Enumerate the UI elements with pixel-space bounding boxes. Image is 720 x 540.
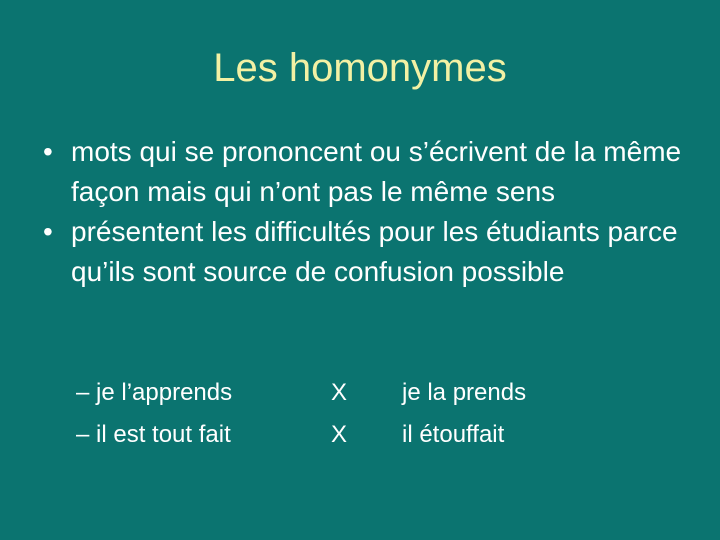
slide-title: Les homonymes [213,46,507,90]
example-phrase: – il est tout fait [76,421,231,448]
example-separator: X [331,421,348,448]
bullet-item [36,132,696,212]
example-row [76,414,676,456]
example-separator: X [331,379,348,406]
example-homonym: il étouffait [402,421,505,448]
example-list [76,372,676,456]
bullet-text: présentent les difficultés pour les étudiants parce qu’ils sont source de confusion possible [71,216,678,287]
bullet-icon: • [43,136,53,167]
bullet-icon: • [43,216,53,247]
bullet-item [36,212,696,292]
bullet-list [36,132,696,292]
example-phrase: – je l’apprends [76,379,233,406]
example-row [76,372,676,414]
bullet-text: mots qui se prononcent ou s’écrivent de la même façon mais qui n’ont pas le même sens [71,136,682,207]
example-homonym: je la prends [402,379,527,406]
